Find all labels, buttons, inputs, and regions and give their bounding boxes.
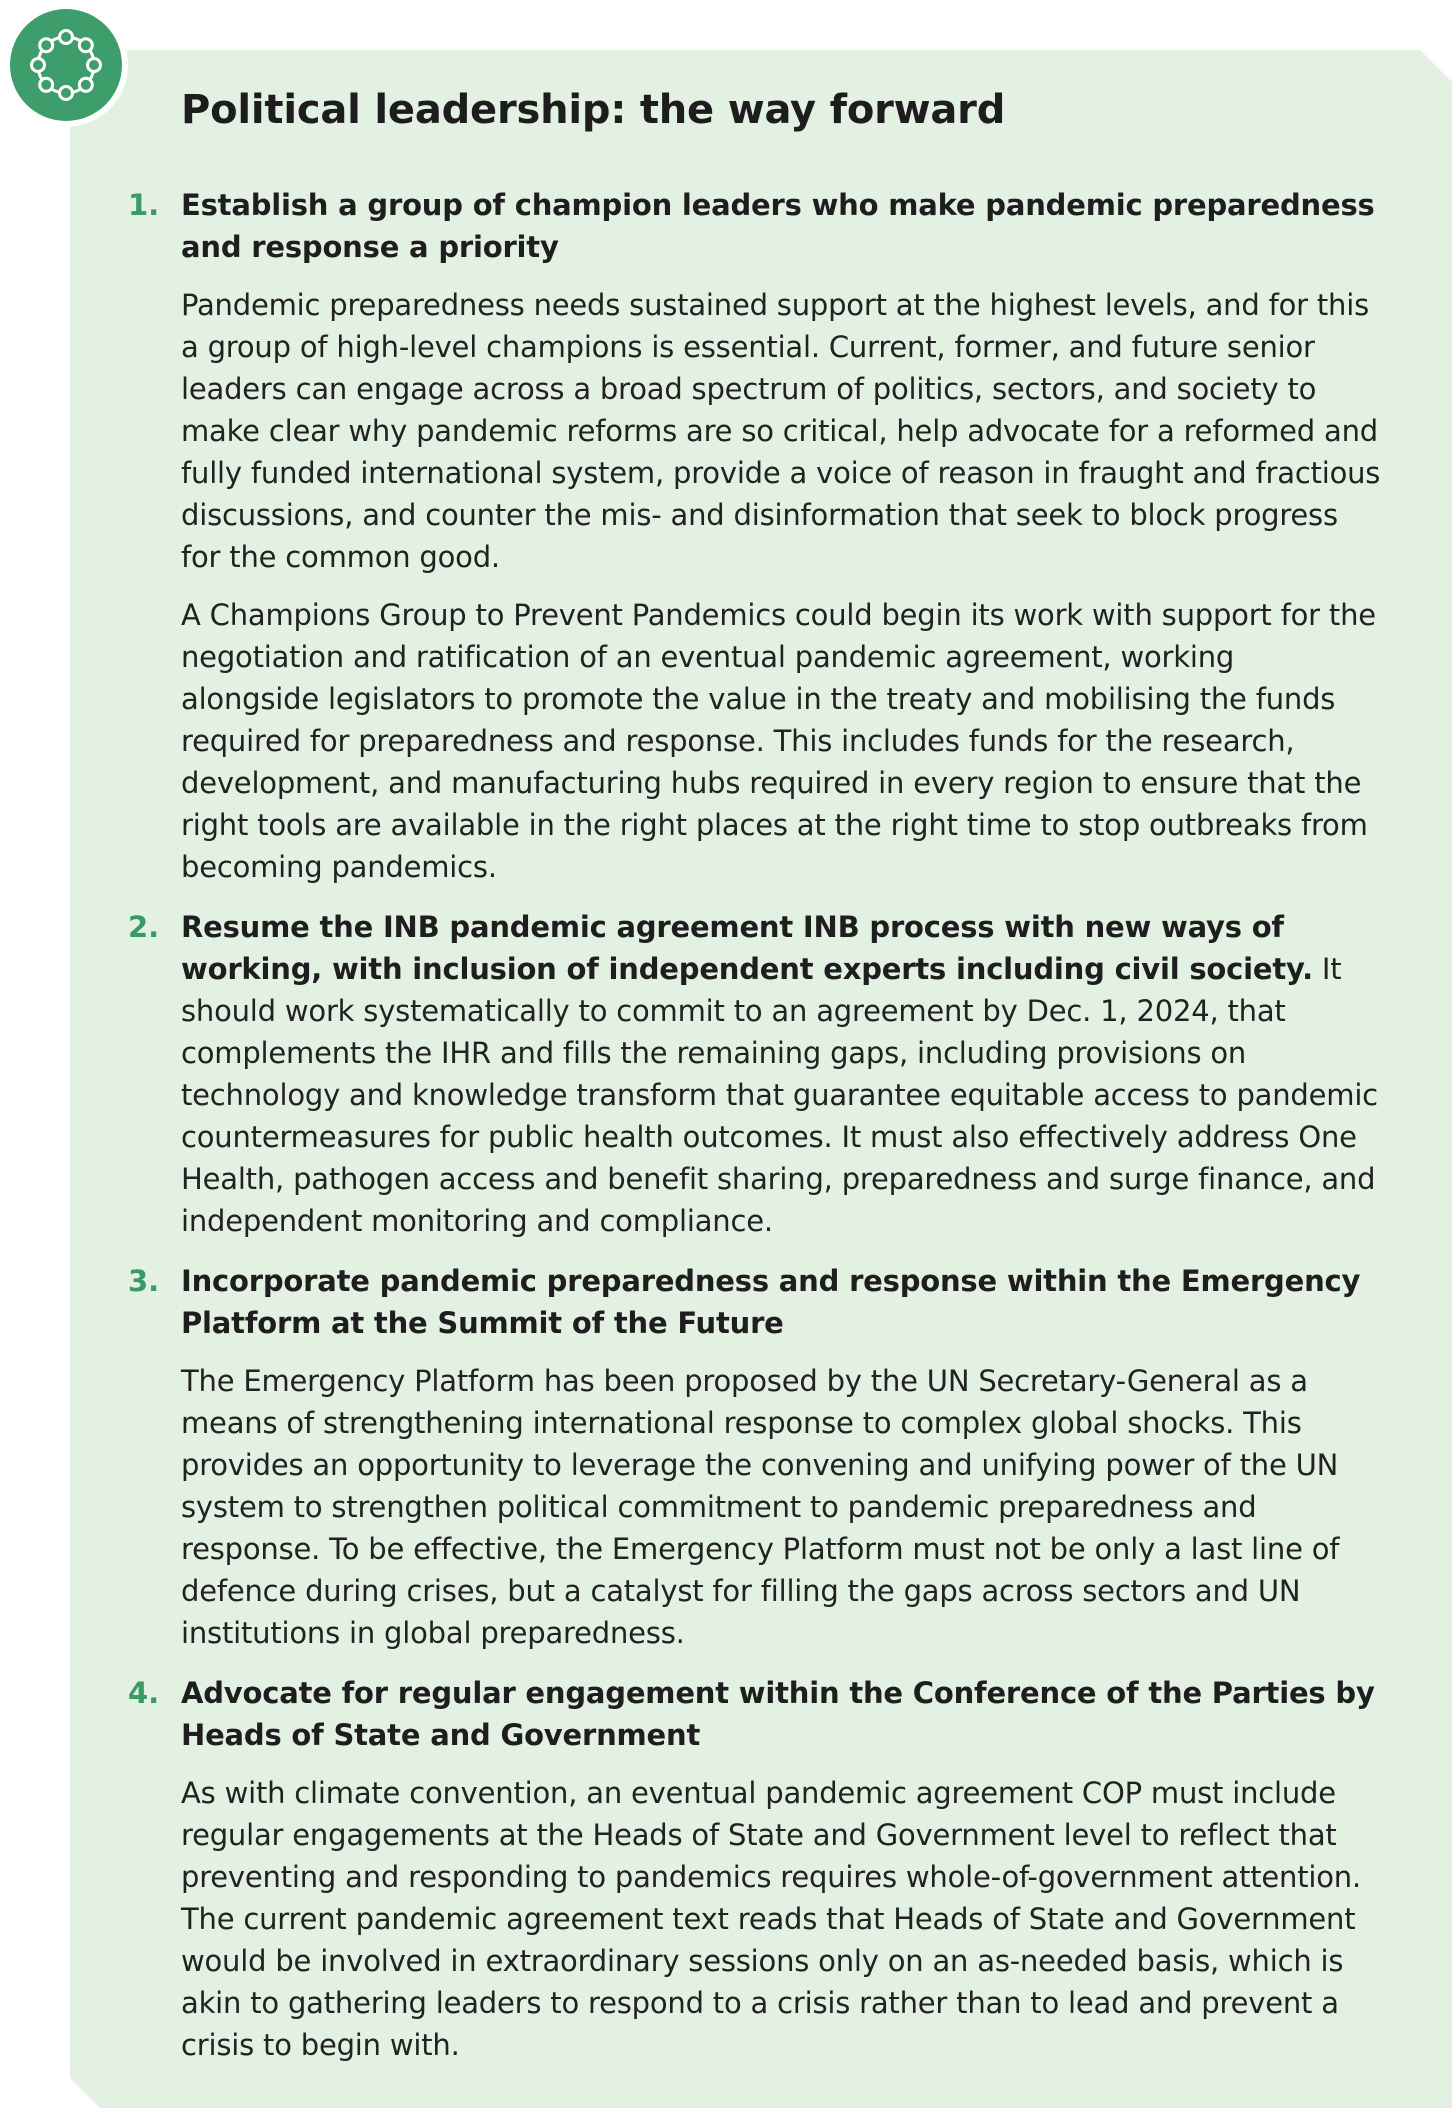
item-number: 2.: [128, 910, 160, 944]
list-item-4: [128, 1672, 1381, 2066]
item-paragraph: A Champions Group to Prevent Pandemics could begin its work with support for the negotiation and ratification of an eventual pandemic agreement, working alongside legislators to promote the value in the treaty and mobilising the funds required for preparedness and response. This includes funds for the research, development, and manufacturing hubs required in every region to ensure that the right tools are available in the right places at the right time to stop outbreaks from becoming pandemics.: [181, 598, 1376, 884]
item-heading: Incorporate pandemic preparedness and response within the Emergency Platform at the Summit of the Future: [181, 1264, 1361, 1340]
list-item-3: [128, 1260, 1381, 1654]
item-heading: Advocate for regular engagement within the Conference of the Parties by Heads of State and Government: [181, 1676, 1375, 1752]
section-badge: [4, 3, 128, 127]
item-paragraph: The Emergency Platform has been proposed by the UN Secretary-General as a means of strengthening international response to complex global shocks. This provides an opportunity to leverage the convening and unifying power of the UN system to strengthen political commitment to pandemic preparedness and response. To be effective, the Emergency Platform must not be only a last line of defence during crises, but a catalyst for filling the gaps across sectors and UN institutions in global preparedness.: [181, 1364, 1340, 1650]
item-paragraph: Pandemic preparedness needs sustained support at the highest levels, and for this a group of high-level champions is essential. Current, former, and future senior leaders can engage across a broad spectrum of politics, sectors, and society to make clear why pandemic reforms are so critical, help advocate for a reformed and fully funded international system, provide a voice of reason in fraught and fractious discussions, and counter the mis- and disinformation that seek to block progress for the common good.: [181, 288, 1381, 574]
item-number: 3.: [128, 1264, 160, 1298]
list-item-2: [128, 906, 1381, 1242]
network-circle-icon: [10, 9, 122, 121]
item-heading: Establish a group of champion leaders who make pandemic preparedness and response a priority: [181, 188, 1375, 264]
item-heading-inline: Resume the INB pandemic agreement INB process with new ways of working, with inclusion of independent experts including civil society.: [181, 910, 1313, 986]
item-paragraph: [181, 906, 1381, 1242]
document-content: [128, 80, 1381, 2084]
badge-circle: [10, 9, 122, 121]
list-item-1: [128, 184, 1381, 888]
item-body-inline: It should work systematically to commit to an agreement by Dec. 1, 2024, that complements the IHR and fills the remaining gaps, including provisions on technology and knowledge transform that guarantee equitable access to pandemic countermeasures for public health outcomes. It must also effectively address One Health, pathogen access and benefit sharing, preparedness and surge finance, and independent monitoring and compliance.: [181, 952, 1378, 1238]
item-paragraph: As with climate convention, an eventual pandemic agreement COP must include regular engagements at the Heads of State and Government level to reflect that preventing and responding to pandemics requires whole-of-government attention. The current pandemic agreement text reads that Heads of State and Government would be involved in extraordinary sessions only on an as-needed basis, which is akin to gathering leaders to respond to a crisis rather than to lead and prevent a crisis to begin with.: [181, 1776, 1361, 2062]
item-number: 1.: [128, 188, 160, 222]
page-title: Political leadership: the way forward: [181, 87, 1006, 133]
item-number: 4.: [128, 1676, 160, 1710]
